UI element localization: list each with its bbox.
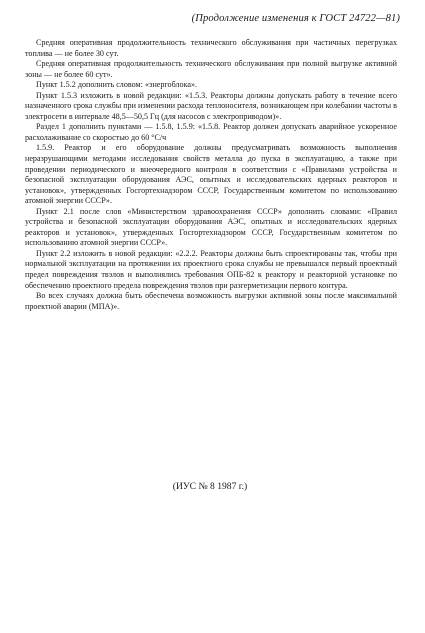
paragraph: Пункт 2.2 изложить в новой редакции: «2.2.2. Реакторы должны быть спроектированы так, чтобы при нормальной эксплуатации на протяжении их проектного срока службы не превышался первый проектный предел повреждения твэлов и выполнялись требования ОПБ-82 к реактору и реакторной установке по обеспечению проектного предела повреждения твэлов при разгерметизации первого контура.: [25, 248, 397, 290]
ius-reference: (ИУС № 8 1987 г.): [172, 481, 248, 492]
paragraph: Раздел 1 дополнить пунктами — 1.5.8, 1.5.9: «1.5.8. Реактор должен допускать аварийное ускоренное расхолаживание со скоростью до 60 °С/ч: [25, 122, 397, 142]
paragraph: 1.5.9. Реактор и его оборудование должны предусматривать возможность выполнения неразрушающими методами исследования свойств металла до пуска в эксплуатацию, а также при проведении периодического и внеочередного контроля в соответствии с «Правилами устройства и безопасной эксплуатации оборудования АЭС, опытных и исследовательских ядерных реакторов и установок», утвержденных Госгортехнадзором СССР, Государственным комитетом по использованию атомной энергии СССР».: [25, 143, 397, 206]
amendment-text: [25, 38, 397, 312]
paragraph: Во всех случаях должна быть обеспечена возможность выгрузки активной зоны после максимальной проектной аварии (МПА)».: [25, 291, 397, 311]
paragraph: Пункт 2.1 после слов «Министерством здравоохранения СССР» дополнить словами: «Правил устройства и безопасной эксплуатации оборудования АЭС, опытных и исследовательских ядерных реакторов и установок», утвержденных Госгортехнадзором СССР, Государственным комитетом по использованию атомной энергии СССР».: [25, 206, 397, 248]
paragraph: Средняя оперативная продолжительность технического обслуживания при частичных перегрузках топлива — не более 30 сут.: [25, 38, 397, 58]
paragraph: Пункт 1.5.3 изложить в новой редакции: «1.5.3. Реакторы должны допускать работу в течение всего назначенного срока службы при изменении расхода теплоносителя, возникающем при колебании частоты в электросети в интервале 48,5—50,5 Гц (для насосов с электроприводом)».: [25, 90, 397, 121]
paragraph: Средняя оперативная продолжительность технического обслуживания при полной выгрузке активной зоны — не более 60 сут».: [25, 59, 397, 79]
continuation-header: (Продолжение изменения к ГОСТ 24722—81): [191, 13, 400, 24]
paragraph: Пункт 1.5.2 дополнить словом: «энергоблока».: [36, 80, 198, 90]
